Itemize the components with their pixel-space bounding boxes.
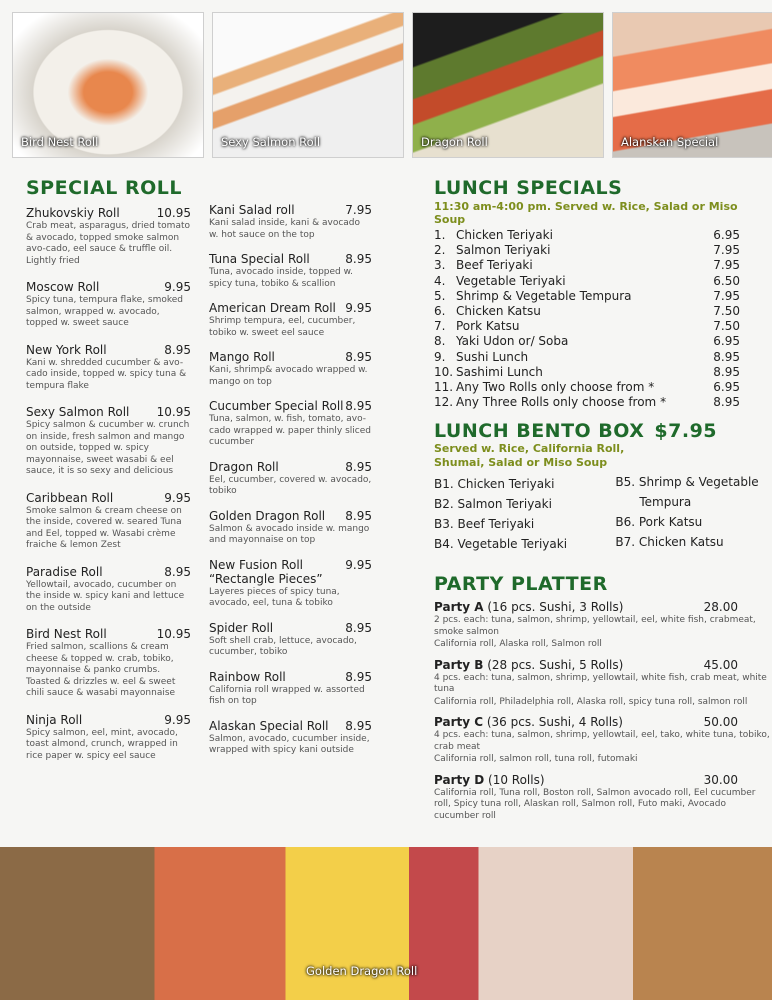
- lunch-item: [434, 395, 740, 410]
- party-row: [434, 658, 772, 672]
- item-row: [26, 206, 191, 220]
- item-description: Shrimp tempura, eel, cucumber, tobiko w. sweet eel sauce: [209, 316, 356, 338]
- menu-item: [209, 670, 372, 708]
- item-name: Paradise Roll: [26, 564, 103, 579]
- lunch-item-number: 8.: [434, 334, 446, 349]
- photo-alaskan-special: [612, 12, 772, 158]
- item-price: 10.95: [156, 405, 191, 419]
- lunch-item-name: Pork Katsu: [456, 319, 520, 334]
- menu-item: [209, 350, 372, 388]
- menu-item: [209, 558, 372, 610]
- lunch-item: [434, 289, 740, 304]
- lunch-item-price: 7.95: [713, 243, 740, 258]
- item-description: Spicy salmon & cucumber w. crunch on inside, fresh salmon and mango on outside, topped w. spicy mayonnaise, sweet wasabi & eel sauce, it is so sexy and delicious: [26, 420, 190, 476]
- party-price: 30.00: [703, 772, 738, 787]
- item-row: [209, 558, 372, 572]
- menu-item: [209, 301, 372, 339]
- item-description: Kani w. shredded cucumber & avo-cado inside, topped w. spicy tuna & tempura flake: [26, 357, 187, 391]
- lunch-item-name: Chicken Katsu: [456, 304, 541, 319]
- party-title: PARTY PLATTER: [434, 573, 608, 595]
- lunch-item-price: 8.95: [713, 349, 740, 364]
- menu-item: [26, 206, 191, 267]
- menu-item: [26, 343, 191, 393]
- lunch-item-price: 8.95: [713, 395, 740, 410]
- bento-item: B7. Chicken Katsu: [615, 535, 724, 549]
- item-description: Soft shell crab, lettuce, avocado, cucumber, tobiko: [209, 635, 357, 657]
- lunch-item-price: 7.50: [713, 304, 740, 319]
- bento-item: B5. Shrimp & Vegetable: [615, 475, 759, 489]
- party-name-wrap: [434, 658, 623, 672]
- party-detail: (10 Rolls): [488, 772, 545, 787]
- item-price: 7.95: [345, 203, 372, 217]
- party-price: 45.00: [703, 657, 738, 672]
- item-name: Moscow Roll: [26, 280, 100, 294]
- item-price: 8.95: [345, 620, 372, 635]
- party-desc: 2 pcs. each: tuna, salmon, shrimp, yellowtail, eel, white fish, crabmeat, smoke salmon: [434, 615, 756, 637]
- bento-price: $7.95: [654, 420, 718, 442]
- item-row: [26, 713, 191, 727]
- item-description: Salmon & avocado inside w. mango and mayonnaise on top: [209, 523, 370, 545]
- item-name: Cucumber Special Roll: [209, 399, 344, 413]
- lunch-item-price: 7.50: [713, 319, 740, 334]
- lunch-item-number: 6.: [434, 304, 446, 319]
- party-row: [434, 773, 772, 787]
- item-name: Ninja Roll: [26, 712, 83, 727]
- photo-caption: Bird Nest Roll: [21, 135, 99, 149]
- item-row: [209, 350, 372, 364]
- menu-item: [209, 719, 372, 757]
- item-description: Spicy salmon, eel, mint, avocado, toast almond, crunch, wrapped in rice paper w. spicy eel sauce: [26, 727, 178, 761]
- lunch-item: [434, 243, 740, 258]
- lunch-item-number: 2.: [434, 243, 446, 258]
- party-name-wrap: [434, 600, 623, 614]
- lunch-item-price: 6.50: [713, 273, 740, 288]
- party-item: [434, 715, 772, 766]
- lunch-item-number: 3.: [434, 258, 446, 273]
- lunch-item-name: Any Two Rolls only choose from *: [456, 380, 655, 395]
- item-description: California roll wrapped w. assorted fish on top: [209, 684, 365, 706]
- lunch-item-name: Chicken Teriyaki: [456, 228, 553, 242]
- lunch-item-name: Salmon Teriyaki: [456, 243, 551, 258]
- menu-item: [209, 399, 372, 449]
- item-name: Sexy Salmon Roll: [26, 405, 130, 419]
- bento-item: B1. Chicken Teriyaki: [434, 477, 555, 491]
- menu-item: [209, 509, 372, 547]
- lunch-item-number: 12.: [434, 395, 454, 410]
- item-row: [26, 491, 191, 505]
- party-price: 28.00: [703, 600, 738, 614]
- bento-item: B3. Beef Teriyaki: [434, 517, 535, 531]
- bottom-photo-strip: [0, 847, 772, 1000]
- menu-item: [26, 627, 191, 700]
- item-name: Caribbean Roll: [26, 490, 114, 505]
- lunch-item: [434, 274, 740, 289]
- menu-item: [209, 203, 372, 241]
- item-price: 8.95: [164, 564, 191, 579]
- lunch-item-name: Sushi Lunch: [456, 349, 529, 364]
- party-name: Party A: [434, 600, 484, 614]
- lunch-item: [434, 304, 740, 319]
- lunch-specials-subtitle: 11:30 am-4:00 pm. Served w. Rice, Salad or Miso Soup: [434, 200, 738, 226]
- bento-item: B6. Pork Katsu: [615, 515, 703, 529]
- lunch-item-number: 5.: [434, 288, 446, 303]
- lunch-item-price: 6.95: [713, 334, 740, 349]
- lunch-item: [434, 319, 740, 334]
- lunch-item: [434, 365, 740, 380]
- party-name: Party B: [434, 657, 484, 672]
- lunch-item-name: Yaki Udon or/ Soba: [456, 334, 569, 349]
- item-name: Tuna Special Roll: [209, 252, 310, 266]
- photo-caption: Alanskan Special: [621, 135, 719, 149]
- party-name-wrap: [434, 773, 545, 787]
- menu-item: [26, 565, 191, 615]
- item-row: [209, 252, 372, 266]
- photo-dragon-roll: [412, 12, 604, 158]
- lunch-item-number: 7.: [434, 319, 446, 334]
- item-name-line2: “Rectangle Pieces”: [209, 571, 323, 586]
- party-row: [434, 715, 772, 729]
- party-detail: (16 pcs. Sushi, 3 Rolls): [487, 600, 624, 614]
- photo-caption: Dragon Roll: [421, 135, 488, 149]
- lunch-item-price: 6.95: [713, 228, 740, 242]
- lunch-bento-box: [434, 420, 764, 554]
- item-name: Golden Dragon Roll: [209, 508, 326, 523]
- item-name: Kani Salad roll: [209, 203, 295, 217]
- lunch-item: [434, 258, 740, 273]
- item-row: [209, 670, 372, 684]
- item-row: [209, 301, 372, 315]
- party-name: Party D: [434, 772, 485, 787]
- item-description: Tuna, salmon, w. fish, tomato, avo-cado wrapped w. paper thinly sliced cucumber: [209, 414, 371, 447]
- lunch-item-name: Shrimp & Vegetable Tempura: [456, 288, 632, 303]
- lunch-specials: [434, 177, 740, 410]
- item-row: [209, 719, 372, 733]
- item-description: Eel, cucumber, covered w. avocado, tobiko: [209, 474, 372, 496]
- lunch-item: [434, 228, 740, 243]
- lunch-item-number: 9.: [434, 349, 446, 364]
- menu-item: [26, 491, 191, 552]
- item-description: Kani salad inside, kani & avocado w. hot sauce on the top: [209, 218, 361, 240]
- item-name: Mango Roll: [209, 350, 275, 364]
- item-description: Kani, shrimp& avocado wrapped w. mango on top: [209, 365, 368, 387]
- lunch-item-name: Sashimi Lunch: [456, 364, 543, 379]
- bento-item: B4. Vegetable Teriyaki: [434, 537, 568, 551]
- item-price: 8.95: [164, 342, 191, 357]
- item-description: Salmon, avocado, cucumber inside, wrapped with spicy kani outside: [209, 733, 370, 755]
- menu-item: [209, 460, 372, 498]
- party-name-wrap: [434, 715, 623, 729]
- party-item: [434, 658, 772, 709]
- item-price: 9.95: [164, 712, 191, 727]
- lunch-item: [434, 334, 740, 349]
- item-description: Yellowtail, avocado, cucumber on the inside w. spicy kani and lettuce on the outside: [26, 579, 185, 613]
- party-platter: [434, 573, 772, 829]
- item-price: 8.95: [345, 399, 372, 413]
- item-row: [209, 399, 372, 413]
- item-price: 8.95: [345, 508, 372, 523]
- party-rolls: California roll, Philadelphia roll, Alaska roll, spicy tuna roll, salmon roll: [434, 696, 748, 707]
- item-description: Layeres pieces of spicy tuna, avocado, eel, tuna & tobiko: [209, 586, 340, 608]
- item-row: [209, 203, 372, 217]
- lunch-item-number: 4.: [434, 273, 446, 288]
- menu-item: [26, 280, 191, 330]
- photo-caption: Golden Dragon Roll: [306, 964, 418, 978]
- item-price: 8.95: [345, 350, 372, 364]
- lunch-item: [434, 380, 740, 395]
- item-price: 9.95: [164, 490, 191, 505]
- lunch-item-price: 6.95: [713, 380, 740, 395]
- lunch-item-price: 7.95: [713, 258, 740, 273]
- lunch-specials-title: LUNCH SPECIALS: [434, 177, 623, 199]
- item-description: Fried salmon, scallions & cream cheese & topped w. crab, tobiko, mayonnaise & panko crumbs. Toasted & drizzles w. eel & sweet chili sauce & wasabi mayonnaise: [26, 642, 176, 698]
- lunch-item-number: 10.: [434, 364, 454, 379]
- lunch-item-price: 8.95: [713, 364, 740, 379]
- menu-item: [26, 405, 191, 478]
- item-name: Zhukovskiy Roll: [26, 206, 120, 220]
- special-roll-col2: [209, 203, 372, 768]
- photo-sexy-salmon-roll: [212, 12, 404, 158]
- item-price: 10.95: [156, 627, 191, 641]
- lunch-item-number: 1.: [434, 228, 446, 242]
- special-roll-title: SPECIAL ROLL: [26, 177, 183, 199]
- lunch-item-name: Vegetable Teriyaki: [456, 273, 566, 288]
- party-detail: (28 pcs. Sushi, 5 Rolls): [487, 657, 624, 672]
- special-roll-col1: [26, 177, 191, 775]
- menu-item: [209, 621, 372, 659]
- party-desc: 4 pcs. each: tuna, salmon, shrimp, yellowtail, eel, tako, white tuna, tobiko, crab meat: [434, 730, 770, 752]
- party-rolls: California roll, salmon roll, tuna roll, futomaki: [434, 754, 638, 764]
- lunch-item-price: 7.95: [713, 288, 740, 303]
- bento-item: Tempura: [639, 495, 692, 509]
- item-row: [26, 565, 191, 579]
- party-row: [434, 600, 772, 614]
- party-desc: 4 pcs. each: tuna, salmon, shrimp, yellowtail, white fish, crab meat, white tuna: [434, 672, 767, 694]
- party-name: Party C: [434, 715, 484, 729]
- lunch-item: [434, 350, 740, 365]
- party-item: [434, 773, 772, 823]
- item-name: American Dream Roll: [209, 301, 336, 315]
- bento-subtitle: Served w. Rice, California Roll, Shumai, Salad or Miso Soup: [434, 442, 625, 469]
- bento-item: B2. Salmon Teriyaki: [434, 497, 552, 511]
- party-item: [434, 600, 772, 651]
- party-price: 50.00: [703, 715, 738, 729]
- item-price: 8.95: [345, 669, 372, 684]
- party-desc: California roll, Tuna roll, Boston roll, Salmon avocado roll, Eel cucumber roll, Spicy tuna roll, Alaskan roll, Salmon roll, Futo maki, Avocado cucumber roll: [434, 787, 756, 821]
- item-price: 10.95: [156, 206, 191, 220]
- item-price: 8.95: [345, 459, 372, 474]
- item-price: 9.95: [345, 557, 372, 572]
- item-row: [26, 343, 191, 357]
- menu-item: [209, 252, 372, 290]
- photo-caption: Sexy Salmon Roll: [221, 135, 321, 149]
- bento-title: LUNCH BENTO BOX: [434, 420, 645, 442]
- item-name: New Fusion Roll: [209, 557, 303, 572]
- item-row: [26, 280, 191, 294]
- item-row: [209, 460, 372, 474]
- item-description: Spicy tuna, tempura flake, smoked salmon, wrapped w. avocado, topped w. sweet sauce: [26, 295, 183, 328]
- item-price: 8.95: [345, 718, 372, 733]
- item-row: [209, 509, 372, 523]
- party-rolls: California roll, Alaska roll, Salmon roll: [434, 639, 602, 649]
- item-description: Tuna, avocado inside, topped w. spicy tuna, tobiko & scallion: [209, 267, 353, 289]
- lunch-item-name: Any Three Rolls only choose from *: [456, 395, 667, 410]
- lunch-item-name: Beef Teriyaki: [456, 258, 533, 273]
- item-price: 9.95: [164, 280, 191, 294]
- item-name: New York Roll: [26, 342, 107, 357]
- item-price: 9.95: [345, 301, 372, 315]
- menu-item: [26, 713, 191, 763]
- party-detail: (36 pcs. Sushi, 4 Rolls): [486, 715, 623, 729]
- item-row: [26, 627, 191, 641]
- item-name: Rainbow Roll: [209, 669, 286, 684]
- item-price: 8.95: [345, 252, 372, 266]
- item-description: Crab meat, asparagus, dried tomato & avocado, topped smoke salmon avo-cado, eel sauce & truffle oil. Lightly fried: [26, 221, 190, 266]
- item-name: Bird Nest Roll: [26, 627, 107, 641]
- item-name: Dragon Roll: [209, 459, 279, 474]
- item-row: [209, 621, 372, 635]
- item-name: Spider Roll: [209, 620, 274, 635]
- item-row: [26, 405, 191, 419]
- photo-bird-nest-roll: [12, 12, 204, 158]
- item-name: Alaskan Special Roll: [209, 718, 329, 733]
- lunch-item-number: 11.: [434, 380, 454, 395]
- item-description: Smoke salmon & cream cheese on the inside, covered w. seared Tuna and Eel, topped w. Wasabi crème fraiche & lemon Zest: [26, 505, 182, 550]
